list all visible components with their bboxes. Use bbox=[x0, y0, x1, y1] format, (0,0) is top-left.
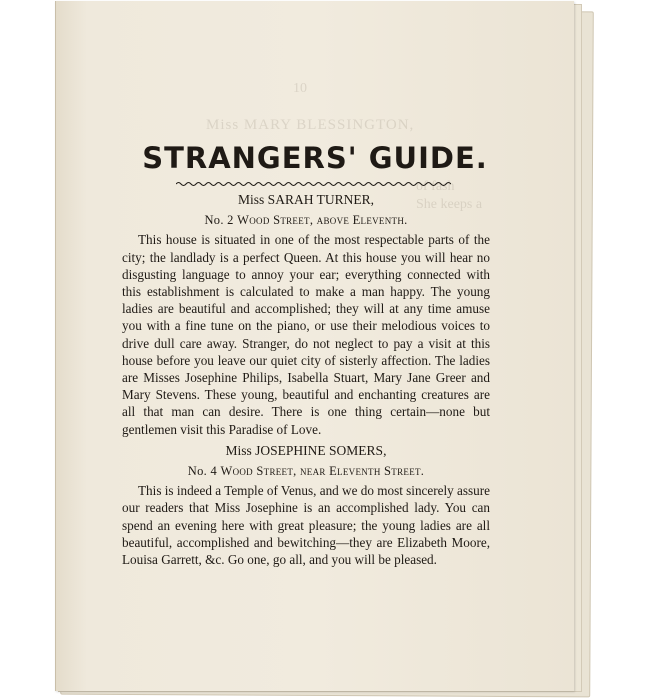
page-title: STRANGERS' GUIDE. bbox=[142, 141, 488, 175]
entry-address-street: Wood Street, near Eleventh Street. bbox=[220, 464, 425, 479]
guide-content bbox=[122, 191, 490, 572]
document-page bbox=[55, 1, 574, 691]
bleed-through-name: Miss MARY BLESSINGTON, bbox=[206, 117, 415, 133]
entry-address bbox=[122, 212, 490, 229]
entry-address-street: Wood Street, above Eleventh. bbox=[237, 213, 408, 228]
entry-name: Miss SARAH TURNER, bbox=[238, 192, 374, 207]
bleed-through-page-number: 10 bbox=[293, 81, 307, 96]
entry-address-number: No. 4 bbox=[187, 464, 221, 479]
bleed-through-fragment-2: She keeps a bbox=[416, 197, 483, 212]
wavy-rule bbox=[176, 181, 451, 187]
entry-description: This is indeed a Temple of Venus, and we do most sincerely assure our readers that Miss Josephine is an accomplished lady. You can spend an evening here with great pleasure; the young ladies are all beautiful, accomplished and bewitching—they are Elizabeth Moore, Louisa Garrett, &c. Go one, go all, and you will be pleased. bbox=[122, 483, 491, 568]
entry-address bbox=[122, 463, 490, 480]
entry-name: Miss JOSEPHINE SOMERS, bbox=[225, 442, 387, 458]
entry-description: This house is situated in one of the most respectable parts of the city; the landlady is a perfect Queen. At this house you will hear no disgusting language to annoy your ear; everything connected with this establishment is calculated to make a man happy. The young ladies are beautiful and accomplished; they will at any time amuse you with a fine tune on the piano, or use their melodious voices to drive dull care away. Stranger, do not neglect to pay a visit at this house before you leave our quiet city of sisterly affection. The ladies are Misses Josephine Philips, Isabella Stuart, Mary Jane Greer and Mary Stevens. These young, beautiful and enchanting creatures are all that man can desire. There is one thing certain—none but gentlemen visit this Paradise of Love. bbox=[122, 232, 490, 437]
entry-address-number: No. 2 bbox=[204, 213, 238, 228]
bleed-through-fragment-1: of fash bbox=[416, 179, 455, 194]
